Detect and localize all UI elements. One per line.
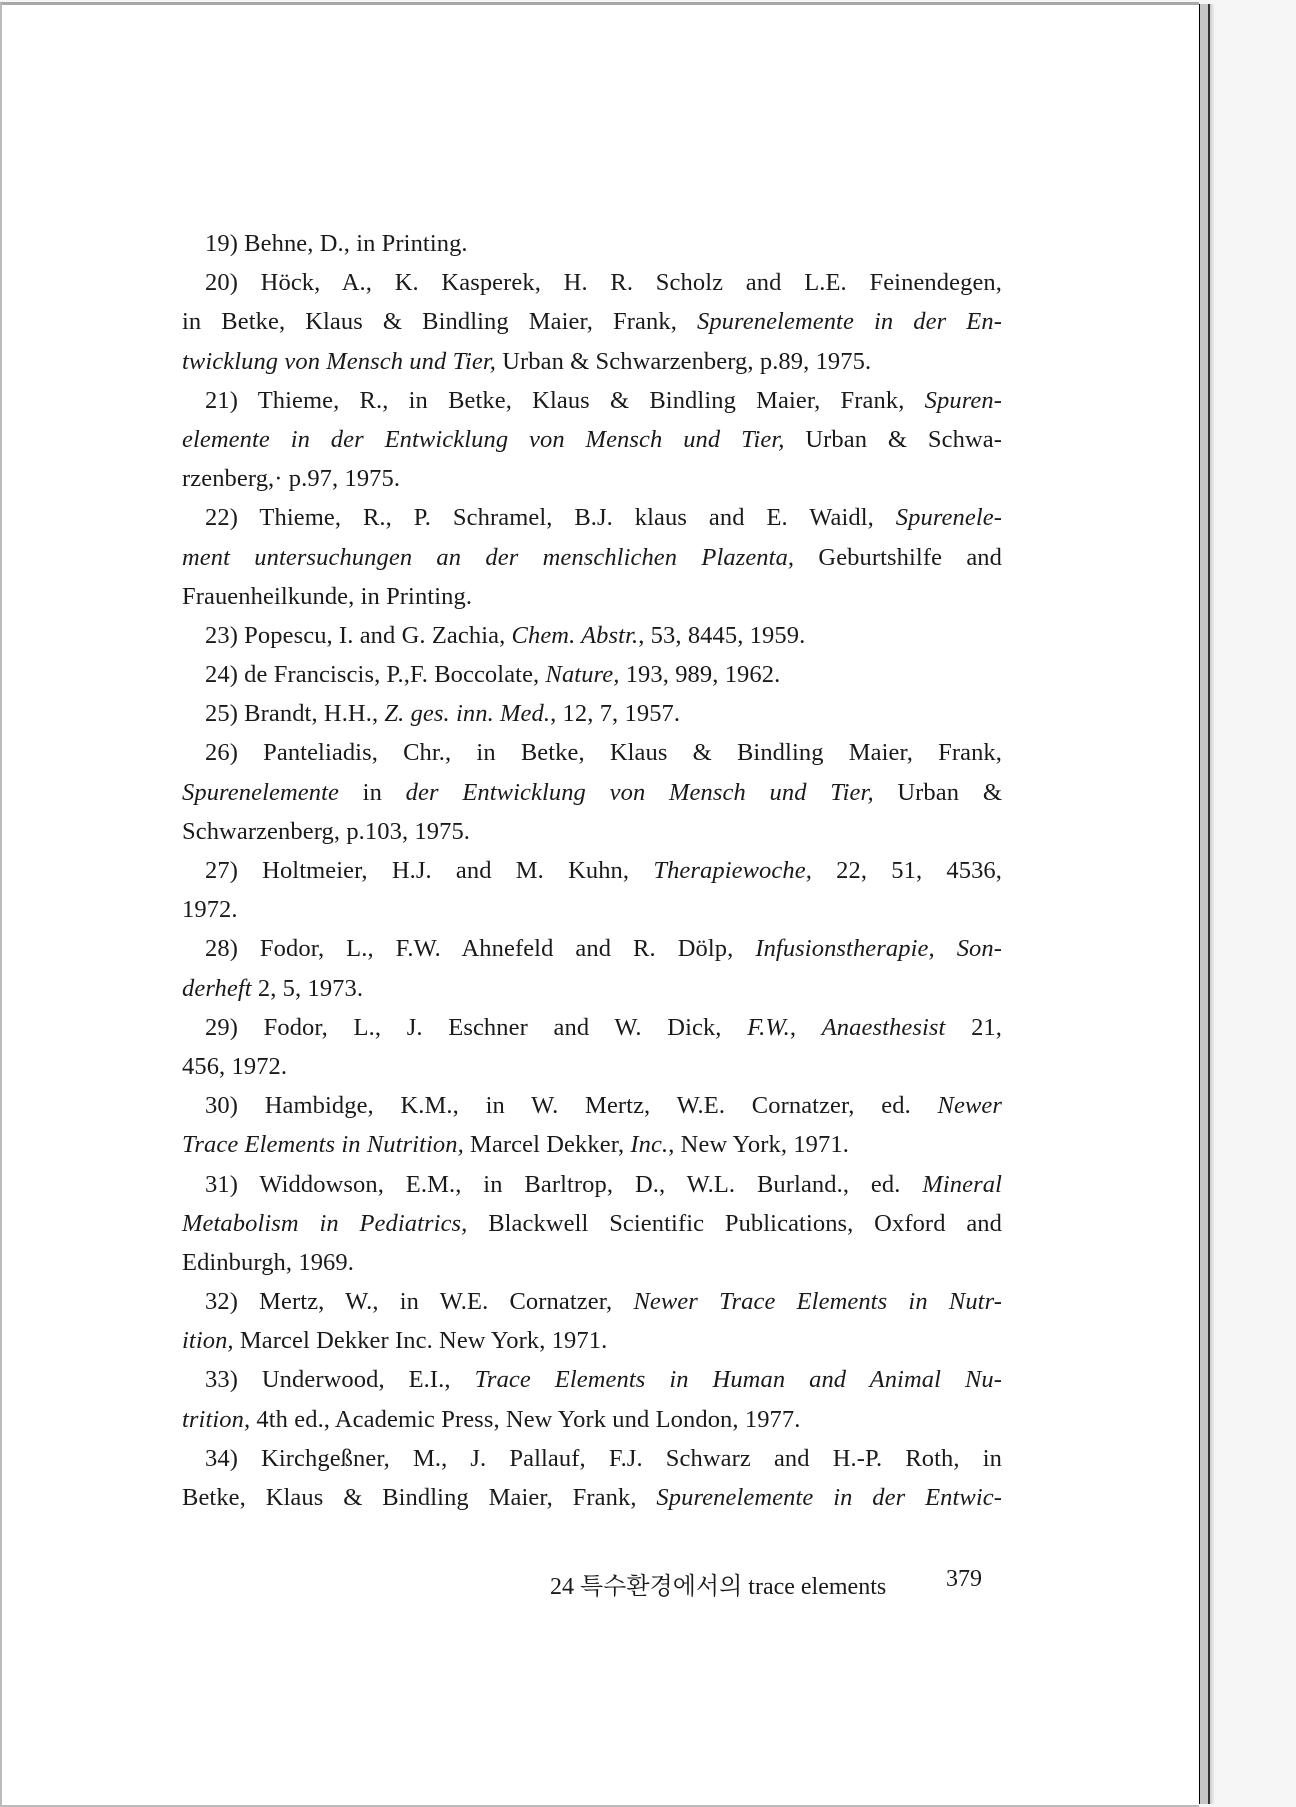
reference-text: rzenberg,· p.97, 1975.	[182, 465, 401, 493]
reference-text: 30) Hambidge, K.M., in W. Mertz, W.E. Cornatzer, ed.	[205, 1092, 938, 1120]
reference-italic-text: Newer	[937, 1092, 1002, 1120]
reference-line	[182, 929, 1002, 968]
reference-text: 2, 5, 1973.	[251, 974, 364, 1002]
reference-line	[182, 459, 1002, 498]
reference-line	[182, 969, 1002, 1008]
reference-text: 27) Holtmeier, H.J. and M. Kuhn,	[205, 857, 654, 884]
reference-line	[182, 694, 1002, 733]
reference-italic-text: Trace Elements in Human and Animal Nu-	[474, 1366, 1002, 1394]
reference-line	[182, 851, 1002, 890]
reference-text: in Betke, Klaus & Bindling Maier, Frank,	[182, 308, 697, 336]
reference-text: , 53, 8445, 1959.	[638, 621, 806, 649]
page-footer	[550, 1566, 982, 1601]
reference-italic-text: Inc.	[630, 1131, 669, 1159]
reference-text: Frauenheilkunde, in Printing.	[182, 582, 473, 610]
reference-text: ,	[789, 1013, 822, 1041]
reference-line	[182, 224, 1002, 263]
reference-text: Blackwell Scientific Publications, Oxford and	[467, 1209, 1002, 1237]
reference-text: 24) de Franciscis, P.,F. Boccolate,	[205, 661, 546, 689]
reference-text: , 12, 7, 1957.	[550, 700, 681, 728]
reference-italic-text: Spurenelemente in der Entwic-	[656, 1484, 1002, 1511]
reference-line	[182, 1125, 1002, 1164]
reference-text: 20) Höck, A., K. Kasperek, H. R. Scholz and L.E. Feinendegen,	[205, 269, 1002, 297]
reference-italic-text: Spuren-	[924, 386, 1002, 414]
reference-italic-text: Mineral	[922, 1170, 1002, 1198]
reference-italic-text: Z. ges. inn. Med.	[384, 700, 551, 728]
reference-italic-text: Infusionstherapie, Son-	[755, 935, 1003, 963]
running-title: 24 특수환경에서의 trace elements	[550, 1574, 887, 1600]
reference-line	[182, 812, 1002, 851]
reference-italic-text: elemente in der Entwicklung von Mensch und Tier,	[182, 425, 785, 453]
reference-line	[182, 1478, 1002, 1517]
reference-italic-text: Spurenelemente	[182, 778, 339, 806]
reference-italic-text: ition,	[182, 1327, 234, 1355]
reference-text: 32) Mertz, W., in W.E. Cornatzer,	[205, 1288, 634, 1316]
reference-line	[182, 655, 1002, 694]
reference-text: 29) Fodor, L., J. Eschner and W. Dick,	[205, 1013, 748, 1041]
reference-line	[182, 342, 1002, 381]
reference-text: 23) Popescu, I. and G. Zachia,	[205, 621, 512, 649]
reference-line	[182, 1204, 1002, 1243]
reference-text: 1972.	[182, 896, 238, 924]
reference-text: 19) Behne, D., in Printing.	[205, 230, 468, 257]
reference-text: Marcel Dekker Inc. New York, 1971.	[233, 1327, 608, 1355]
reference-line	[182, 890, 1002, 929]
reference-italic-text: Trace Elements in Nutrition,	[182, 1131, 464, 1159]
reference-italic-text: F.W.	[747, 1013, 790, 1041]
reference-text: 456, 1972.	[182, 1052, 288, 1080]
reference-line	[182, 773, 1002, 812]
reference-line	[182, 1243, 1002, 1282]
reference-text: Urban &	[873, 778, 1002, 806]
reference-line	[182, 420, 1002, 459]
reference-line	[182, 1086, 1002, 1125]
reference-text: 31) Widdowson, E.M., in Barltrop, D., W.L. Burland., ed.	[205, 1170, 923, 1198]
reference-line	[182, 1282, 1002, 1321]
reference-text: Marcel Dekker,	[463, 1131, 631, 1159]
reference-text: 25) Brandt, H.H.,	[205, 700, 385, 728]
reference-text: Edinburgh, 1969.	[182, 1248, 354, 1276]
page-edge	[1199, 4, 1210, 1804]
reference-text: Urban & Schwarzenberg, p.89, 1975.	[495, 347, 872, 375]
reference-text: Schwarzenberg, p.103, 1975.	[182, 817, 471, 845]
reference-text: 26) Panteliadis, Chr., in Betke, Klaus & Bindling Maier, Frank,	[205, 739, 1002, 767]
reference-text: , New York, 1971.	[668, 1131, 849, 1159]
reference-text: 193, 989, 1962.	[619, 661, 781, 689]
reference-italic-text: Spurenelemente in der En-	[696, 308, 1002, 336]
reference-text: in	[338, 778, 406, 806]
reference-text: Geburtshilfe and	[794, 543, 1002, 571]
reference-italic-text: twicklung von Mensch und Tier,	[182, 347, 496, 375]
reference-text: 4th ed., Academic Press, New York und London, 1977.	[250, 1405, 801, 1433]
reference-line	[182, 1165, 1002, 1204]
reference-list	[182, 224, 1002, 1517]
reference-italic-text: Metabolism in Pediatrics,	[182, 1209, 468, 1237]
reference-line	[182, 263, 1002, 302]
reference-text: Betke, Klaus & Bindling Maier, Frank,	[182, 1484, 657, 1511]
reference-text: 21) Thieme, R., in Betke, Klaus & Bindling Maier, Frank,	[205, 386, 925, 414]
reference-line	[182, 1008, 1002, 1047]
reference-italic-text: derheft	[182, 974, 252, 1002]
reference-line	[182, 302, 1002, 341]
page-number: 379	[946, 1566, 982, 1592]
reference-line	[182, 1400, 1002, 1439]
reference-text: 28) Fodor, L., F.W. Ahnefeld and R. Dölp,	[205, 935, 756, 963]
reference-italic-text: Anaesthesist	[821, 1013, 946, 1041]
reference-line	[182, 1360, 1002, 1399]
reference-text: 22, 51, 4536,	[811, 857, 1002, 884]
reference-italic-text: Therapiewoche,	[653, 857, 812, 884]
reference-text: 21,	[945, 1013, 1003, 1041]
reference-line	[182, 381, 1002, 420]
reference-text: 34) Kirchgeßner, M., J. Pallauf, F.J. Schwarz and H.-P. Roth, in	[205, 1444, 1002, 1472]
reference-text: Urban & Schwa-	[784, 425, 1002, 453]
reference-italic-text: der Entwicklung von Mensch und Tier,	[405, 778, 874, 806]
reference-text: 33) Underwood, E.I.,	[205, 1366, 475, 1394]
reference-line	[182, 1439, 1002, 1478]
reference-line	[182, 538, 1002, 577]
reference-line	[182, 498, 1002, 537]
reference-italic-text: ment untersuchungen an der menschlichen Plazenta,	[182, 543, 795, 571]
reference-text: 22) Thieme, R., P. Schramel, B.J. klaus and E. Waidl,	[205, 504, 896, 532]
reference-line	[182, 1321, 1002, 1360]
reference-line	[182, 616, 1002, 655]
page-shadow	[1210, 4, 1215, 1804]
reference-italic-text: Newer Trace Elements in Nutr-	[633, 1288, 1002, 1316]
reference-italic-text: Chem. Abstr.	[511, 621, 639, 649]
reference-line	[182, 577, 1002, 616]
reference-line	[182, 733, 1002, 772]
reference-italic-text: trition,	[182, 1405, 251, 1433]
reference-italic-text: Nature,	[545, 661, 620, 689]
reference-italic-text: Spurenele-	[895, 504, 1002, 532]
reference-line	[182, 1047, 1002, 1086]
